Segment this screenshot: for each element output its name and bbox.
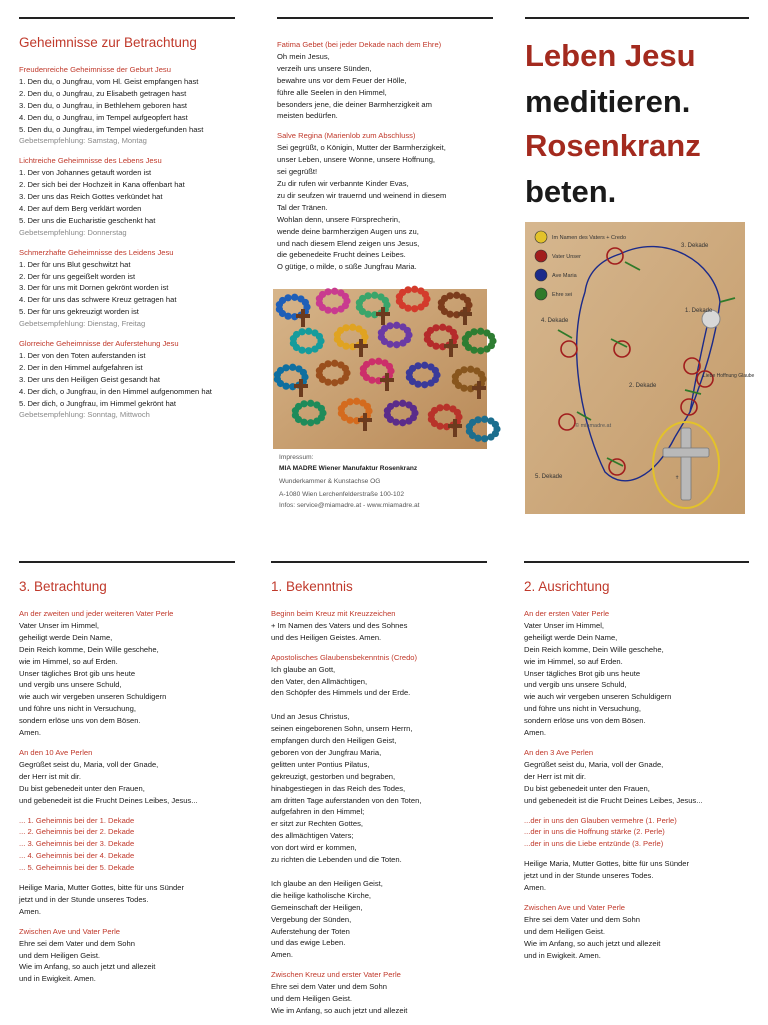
text-line: Ich glaube an den Heiligen Geist,: [271, 878, 383, 888]
text-line: Amen.: [524, 728, 546, 738]
text-line: Ich glaube an Gott,: [271, 664, 336, 674]
label-decade-2: 2. Dekade: [629, 383, 657, 389]
text-line: Wohlan denn, unsere Fürsprecherin,: [277, 214, 401, 224]
bead: [331, 379, 338, 386]
text-line: Heilige Maria, Mutter Gottes, bitte für uns Sünder: [19, 883, 185, 893]
text-line: seinen eingeborenen Sohn, unsern Herrn,: [271, 724, 413, 734]
text-line: und vergib uns unsere Schuld,: [19, 680, 122, 690]
text-section: [277, 130, 493, 273]
title-line-4: beten.: [525, 174, 617, 209]
text-line: Unser tägliches Brot gib uns heute: [524, 668, 641, 678]
bead: [446, 292, 453, 299]
panel-orientation: [524, 561, 749, 969]
text-line: 3. Der uns das Reich Gottes verkündet hat: [19, 192, 163, 202]
text-line: unser Leben, unsere Wonne, unsere Hoffnung,: [277, 155, 436, 165]
text-line: geheiligt werde Dein Name,: [19, 632, 113, 642]
text-line: zu richten die Lebenden und die Toten.: [271, 855, 402, 865]
bead: [467, 366, 474, 373]
text-line: wie im Himmel, so auf Erden.: [524, 656, 623, 666]
label-decade-1: 1. Dekade: [685, 308, 713, 314]
label-decade-3: 3. Dekade: [681, 243, 709, 249]
text-line: und in Ewigkeit. Amen.: [19, 974, 96, 984]
section-heading: An den 10 Ave Perlen: [19, 747, 93, 757]
bead: [399, 419, 406, 426]
label-hope: Liebe Hoffnung Glaube: [703, 373, 755, 379]
text-line: wie im Himmel, so auf Erden.: [19, 656, 118, 666]
bead: [411, 305, 418, 312]
bead: [481, 435, 488, 442]
text-section: [271, 652, 487, 962]
label-decade-5: 5. Dekade: [535, 474, 563, 480]
bead: [478, 371, 485, 378]
text-line: 5. Den du, o Jungfrau, im Tempel wiedergefunden hast: [19, 124, 204, 134]
bead: [404, 286, 411, 293]
bead: [331, 360, 338, 367]
bead: [439, 324, 446, 331]
text-line: und dem Heiligen Geist.: [271, 994, 353, 1004]
divider: [19, 561, 235, 563]
bead: [464, 297, 471, 304]
section-heading: Zwischen Kreuz und erster Vater Perle: [271, 970, 401, 980]
bead: [368, 358, 375, 365]
bead: [313, 417, 320, 424]
text-section: [271, 608, 487, 644]
text-line: verzeih uns unsere Sünden,: [277, 63, 372, 73]
text-line: 1. Den du, o Jungfrau, vom Hl. Geist empfangen hast: [19, 76, 199, 86]
bead: [417, 303, 424, 310]
bead: [324, 360, 331, 367]
text-line: und dem Heiligen Geist.: [524, 926, 606, 936]
text-section: [524, 858, 749, 894]
bead: [393, 341, 400, 348]
mysteries-list: [19, 64, 235, 421]
text-line: jetzt und in der Stunde unseres Todes.: [19, 894, 149, 904]
panel-title: 2. Ausrichtung: [524, 579, 610, 594]
bead: [382, 297, 389, 304]
bead: [399, 400, 406, 407]
panel-title: 3. Betrachtung: [19, 579, 107, 594]
text-line: meisten bedürfen.: [277, 111, 338, 121]
text-line: 3. Der uns den Heiligen Geist gesandt hat: [19, 374, 160, 384]
text-line: 2. Der für uns gegeißelt worden ist: [19, 271, 136, 281]
legend-label: Ave Maria: [552, 273, 577, 279]
text-section: [19, 608, 235, 739]
text-line: 2. Der in den Himmel aufgefahren ist: [19, 362, 143, 372]
bead: [331, 307, 338, 314]
bead: [477, 328, 484, 335]
text-line: Du bist gebenedeit unter den Frauen,: [19, 783, 145, 793]
section-heading: Schmerzhafte Geheimnisse des Leidens Jesu: [19, 247, 174, 257]
text-line: der Herr ist mit dir.: [19, 771, 82, 781]
bead: [386, 363, 393, 370]
impressum: [279, 452, 489, 511]
text-line: des allmächtigen Vaters;: [271, 831, 354, 841]
prayers-list: [277, 39, 493, 273]
panel-title: 1. Bekenntnis: [271, 579, 353, 594]
bead: [342, 324, 349, 331]
bead: [477, 347, 484, 354]
bead: [289, 364, 296, 371]
divider: [524, 561, 749, 563]
text-section: [524, 815, 749, 851]
text-line: empfangen durch den Heiligen Geist,: [271, 736, 397, 746]
mystery-line: ... 2. Geheimnis bei der 2. Dekade: [19, 827, 135, 837]
bead: [311, 345, 318, 352]
bead: [432, 367, 439, 374]
text-line: Amen.: [19, 728, 41, 738]
rosary-diagram: [525, 222, 755, 514]
text-line: sondern erlöse uns von dem Bösen.: [19, 716, 141, 726]
text-section: [19, 338, 235, 421]
bead: [364, 403, 371, 410]
mystery-line: ...der in uns die Hoffnung stärke (2. Perle): [524, 827, 665, 837]
text-line: sei gegrüßt!: [277, 167, 318, 177]
bead: [443, 404, 450, 411]
text-line: 5. Der für uns gekreuzigt worden ist: [19, 307, 139, 317]
bead: [392, 400, 399, 407]
divider: [271, 561, 487, 563]
text-line: und in Ewigkeit. Amen.: [524, 950, 601, 960]
bead: [331, 288, 338, 295]
text-line: geheiligt werde Dein Name,: [524, 632, 618, 642]
bead: [427, 379, 434, 386]
section-heading: Beginn beim Kreuz mit Kreuzzeichen: [271, 609, 396, 618]
impressum-label: Impressum:: [279, 454, 314, 461]
bead: [450, 329, 457, 336]
bead: [421, 381, 428, 388]
section-heading: An den 3 Ave Perlen: [524, 747, 594, 757]
text-line: die heilige katholische Kirche,: [271, 890, 372, 900]
rosary-bracelets-photo: [273, 289, 487, 449]
section-heading: Zwischen Ave und Vater Perle: [19, 926, 121, 936]
text-line: bewahre uns vor dem Feuer der Hölle,: [277, 75, 407, 85]
text-line: Sei gegrüßt, o Königin, Mutter der Barmherzigkeit,: [277, 143, 446, 153]
bead: [298, 328, 305, 335]
text-line: 4. Der dich, o Jungfrau, in den Himmel aufgenommen hat: [19, 386, 212, 396]
title-line-3: Rosenkranz: [525, 128, 701, 163]
text-line: und dem Heiligen Geist.: [19, 950, 101, 960]
text-line: Vater Unser im Himmel,: [19, 620, 100, 630]
legend-swatch: [535, 288, 547, 300]
legend-label: Vater Unser: [552, 254, 581, 260]
text-line: Amen.: [271, 950, 293, 960]
diagram-url: © miamadre.at: [575, 423, 612, 429]
panel-contemplation: [19, 561, 235, 993]
text-line: Auferstehung der Toten: [271, 926, 350, 936]
mystery-line: ... 4. Geheimnis bei der 4. Dekade: [19, 851, 135, 861]
prayer-recommendation: Gebetsempfehlung: Dienstag, Freitag: [19, 319, 146, 329]
bead: [291, 294, 298, 301]
mystery-line: ...der in uns den Glauben vermehre (1. Perle): [524, 815, 677, 825]
legend-label: Im Namen des Vaters + Credo: [552, 235, 627, 241]
text-line: wende deine barmherzigen Augen uns zu,: [277, 226, 419, 236]
text-line: Vater Unser im Himmel,: [524, 620, 605, 630]
prayer-recommendation: Gebetsempfehlung: Samstag, Montag: [19, 136, 147, 146]
text-line: 5. Der dich, o Jungfrau, im Himmel gekrönt hat: [19, 398, 177, 408]
bead: [386, 322, 393, 329]
section-heading: Fatima Gebet (bei jeder Dekade nach dem Ehre): [277, 40, 442, 49]
text-line: den Vater, den Allmächtigen,: [271, 676, 368, 686]
confession-text: [271, 608, 487, 1017]
panel-cover: [525, 17, 749, 212]
bead: [349, 324, 356, 331]
bead: [282, 364, 289, 371]
text-line: Dein Reich komme, Dein Wille geschehe,: [524, 644, 664, 654]
mystery-line: ...der in uns die Liebe entzünde (3. Perle): [524, 839, 664, 849]
bead: [342, 365, 349, 372]
bead: [364, 292, 371, 299]
text-section: [19, 155, 235, 238]
text-line: und führe uns nicht in Versuchung,: [524, 704, 641, 714]
bead: [324, 288, 331, 295]
bead: [483, 345, 490, 352]
text-line: gekreuzigt, gestorben und begraben,: [271, 771, 396, 781]
blank-line: [271, 866, 487, 878]
bead: [316, 333, 323, 340]
text-line: Gemeinschaft der Heiligen,: [271, 902, 363, 912]
text-line: Ehre sei dem Vater und dem Sohn: [19, 938, 135, 948]
title-line-2: meditieren.: [525, 84, 691, 119]
bead: [454, 409, 461, 416]
legend-swatch: [535, 250, 547, 262]
text-line: er sitzt zur Rechten Gottes,: [271, 819, 364, 829]
bead: [399, 339, 406, 346]
text-line: 1. Der für uns Blut geschwitzt hat: [19, 259, 131, 269]
text-line: 3. Den du, o Jungfrau, in Bethlehem geboren hast: [19, 100, 188, 110]
bead: [318, 405, 325, 412]
bead: [414, 362, 421, 369]
title-line-1: Leben Jesu: [525, 38, 696, 73]
bead: [474, 416, 481, 423]
panel-prayers: [277, 17, 493, 281]
bead: [300, 369, 307, 376]
text-line: Dein Reich komme, Dein Wille geschehe,: [19, 644, 159, 654]
text-section: [277, 39, 493, 122]
text-line: Wie im Anfang, so auch jetzt und allezeit: [524, 938, 661, 948]
bead: [410, 405, 417, 412]
text-line: wie auch wir vergeben unseren Schuldigern: [524, 692, 672, 702]
bead: [405, 417, 412, 424]
text-section: [271, 969, 487, 1017]
legend-swatch: [535, 231, 547, 243]
bead: [337, 305, 344, 312]
text-line: Und an Jesus Christus,: [271, 712, 350, 722]
text-line: Oh mein Jesus,: [277, 51, 330, 61]
bead: [422, 291, 429, 298]
text-line: 5. Der uns die Eucharistie geschenkt hat: [19, 215, 156, 225]
text-section: [19, 247, 235, 330]
legend-label: Ehre sei: [552, 292, 573, 298]
panel-title: Geheimnisse zur Betrachtung: [19, 35, 197, 50]
text-line: 1. Der von den Toten auferstanden ist: [19, 350, 146, 360]
text-line: Ehre sei dem Vater und dem Sohn: [271, 982, 387, 992]
text-line: 4. Der für uns das schwere Kreuz getragen hat: [19, 295, 177, 305]
text-section: [524, 747, 749, 807]
text-line: Tal der Tränen.: [277, 202, 328, 212]
text-line: und vergib uns unsere Schuld,: [524, 680, 627, 690]
text-section: [19, 747, 235, 807]
bead: [307, 419, 314, 426]
text-line: Wie im Anfang, so auch jetzt und allezeit: [271, 1005, 408, 1015]
bead: [337, 377, 344, 384]
bead: [488, 333, 495, 340]
text-line: und gebenedeit ist die Frucht Deines Leibes, Jesus...: [19, 795, 198, 805]
contemplation-text: [19, 608, 235, 985]
bead: [492, 421, 499, 428]
bead: [305, 328, 312, 335]
section-heading: Glorreiche Geheimnisse der Auferstehung Jesu: [19, 339, 179, 349]
text-line: und des Heiligen Geistes. Amen.: [271, 632, 382, 642]
prayer-recommendation: Gebetsempfehlung: Sonntag, Mittwoch: [19, 410, 150, 420]
text-line: jetzt und in der Stunde unseres Todes.: [524, 871, 654, 881]
text-line: Zu dir rufen wir verbannte Kinder Evas,: [277, 178, 409, 188]
section-heading: Lichtreiche Geheimnisse des Lebens Jesu: [19, 156, 162, 166]
text-line: Heilige Maria, Mutter Gottes, bitte für uns Sünder: [524, 859, 690, 869]
bead: [375, 358, 382, 365]
text-line: und gebenedeit ist die Frucht Deines Leibes, Jesus...: [524, 795, 703, 805]
text-line: und nach diesem Elend zeigen uns Jesus,: [277, 238, 420, 248]
text-line: 1. Der von Johannes getauft worden ist: [19, 168, 152, 178]
svg-text:✝: ✝: [675, 475, 680, 481]
text-line: führe alle Seelen in den Himmel,: [277, 87, 387, 97]
bead: [371, 292, 378, 299]
text-section: [524, 902, 749, 962]
impressum-contact: Infos: service@miamadre.at - www.miamadre.at: [279, 502, 420, 509]
divider: [19, 17, 235, 19]
legend-swatch: [535, 269, 547, 281]
text-line: 2. Der sich bei der Hochzeit in Kana offenbart hat: [19, 180, 185, 190]
text-line: zu dir seufzen wir trauernd und weinend in diesem: [277, 190, 447, 200]
text-line: Amen.: [524, 883, 546, 893]
bead: [404, 327, 411, 334]
text-line: Ehre sei dem Vater und dem Sohn: [524, 914, 640, 924]
text-line: und führe uns nicht in Versuchung,: [19, 704, 136, 714]
text-line: O gütige, o milde, o süße Jungfrau Maria.: [277, 262, 417, 272]
text-line: von dort wird er kommen,: [271, 843, 357, 853]
bead: [470, 328, 477, 335]
text-line: aufgefahren in den Himmel;: [271, 807, 365, 817]
text-line: gelitten unter Pontius Pilatus,: [271, 759, 370, 769]
bead: [284, 294, 291, 301]
cover-title: [525, 35, 749, 212]
text-line: besonders jene, die deiner Barmherzigkeit am: [277, 99, 432, 109]
section-heading: An der ersten Vater Perle: [524, 609, 610, 618]
bead: [411, 286, 418, 293]
label-decade-4: 4. Dekade: [541, 318, 569, 324]
divider: [525, 17, 749, 19]
blank-line: [271, 699, 487, 711]
bead: [300, 400, 307, 407]
text-section: [19, 64, 235, 147]
impressum-address: A-1080 Wien Lerchenfelderstraße 100-102: [279, 491, 404, 498]
text-line: sondern erlöse uns von dem Bösen.: [524, 716, 646, 726]
panel-mysteries: [19, 17, 235, 429]
bead: [360, 329, 367, 336]
impressum-company: MIA MADRE Wiener Manufaktur Rosenkranz: [279, 465, 418, 472]
bead: [346, 398, 353, 405]
text-line: am dritten Tage auferstanden von den Toten,: [271, 795, 422, 805]
bead: [353, 398, 360, 405]
text-section: [524, 608, 749, 739]
text-line: und das ewige Leben.: [271, 938, 346, 948]
section-heading: An der zweiten und jeder weiteren Vater Perle: [19, 609, 174, 618]
text-section: [19, 882, 235, 918]
text-line: wie auch wir vergeben unseren Schuldigern: [19, 692, 167, 702]
text-line: 4. Der auf dem Berg verklärt worden: [19, 203, 142, 213]
text-line: Wie im Anfang, so auch jetzt und allezeit: [19, 962, 156, 972]
bead: [453, 292, 460, 299]
bead: [307, 400, 314, 407]
text-line: Vergebung der Sünden,: [271, 914, 352, 924]
bead: [432, 324, 439, 331]
impressum-owner: Wunderkammer & Kunstachse OG: [279, 478, 381, 485]
text-line: + Im Namen des Vaters und des Sohnes: [271, 620, 408, 630]
orientation-text: [524, 608, 749, 961]
bead: [436, 404, 443, 411]
prayer-recommendation: Gebetsempfehlung: Donnerstag: [19, 227, 127, 237]
text-line: Gegrüßet seist du, Maria, voll der Gnade,: [524, 759, 664, 769]
text-line: geboren von der Jungfrau Maria,: [271, 747, 382, 757]
text-line: Du bist gebenedeit unter den Frauen,: [524, 783, 650, 793]
text-line: den Schöpfer des Himmels und der Erde.: [271, 688, 411, 698]
panel-confession: [271, 561, 487, 1025]
bead: [460, 366, 467, 373]
bead: [393, 322, 400, 329]
text-section: [19, 926, 235, 986]
bead: [481, 416, 488, 423]
mystery-line: ... 5. Geheimnis bei der 5. Dekade: [19, 863, 135, 873]
text-line: 3. Der für uns mit Dornen gekrönt worden ist: [19, 283, 169, 293]
mystery-line: ... 3. Geheimnis bei der 3. Dekade: [19, 839, 135, 849]
text-line: Amen.: [19, 906, 41, 916]
bead: [305, 347, 312, 354]
section-heading: Freudenreiche Geheimnisse der Geburt Jesu: [19, 65, 171, 74]
text-section: [19, 815, 235, 875]
bead: [302, 299, 309, 306]
text-line: 2. Den du, o Jungfrau, zu Elisabeth getragen hast: [19, 88, 187, 98]
section-heading: Apostolisches Glaubensbekenntnis (Credo): [271, 652, 418, 662]
text-line: 4. Den du, o Jungfrau, im Tempel aufgeopfert hast: [19, 112, 188, 122]
bead: [421, 362, 428, 369]
text-line: Unser tägliches Brot gib uns heute: [19, 668, 136, 678]
section-heading: Zwischen Ave und Vater Perle: [524, 902, 626, 912]
text-line: hinabgestiegen in das Reich des Todes,: [271, 783, 406, 793]
text-line: die gebenedeite Frucht deines Leibes.: [277, 250, 406, 260]
section-heading: Salve Regina (Marienlob zum Abschluss): [277, 131, 416, 141]
mystery-line: ... 1. Geheimnis bei der 1. Dekade: [19, 815, 135, 825]
text-line: Gegrüßet seist du, Maria, voll der Gnade,: [19, 759, 159, 769]
bead: [342, 293, 349, 300]
text-line: der Herr ist mit dir.: [524, 771, 587, 781]
bead: [487, 433, 494, 440]
